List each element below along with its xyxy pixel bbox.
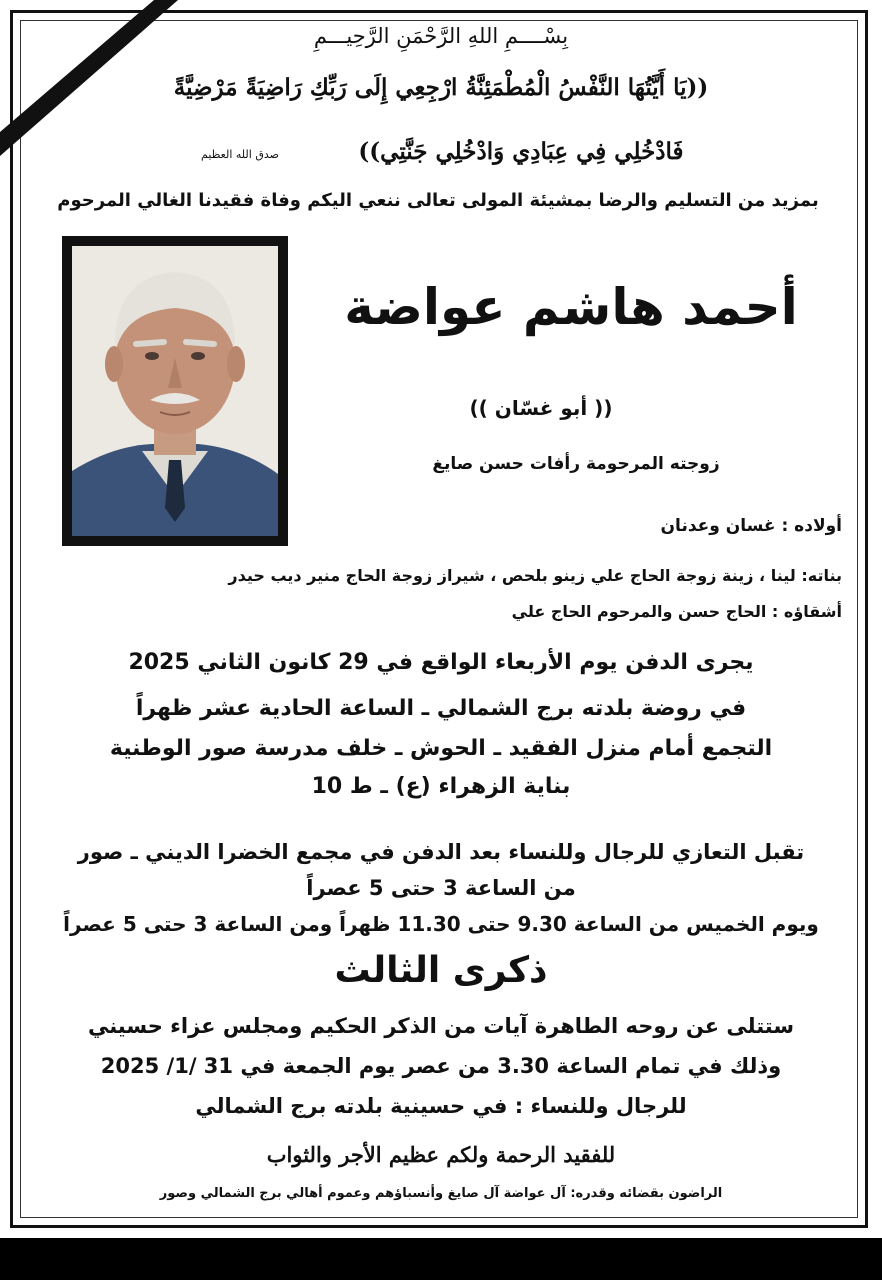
wife-line: زوجته المرحومة رأفات حسن صايغ: [432, 454, 720, 474]
deceased-name: أحمد هاشم عواضة: [344, 278, 798, 336]
portrait-photo: [72, 246, 278, 536]
burial-line-1: يجرى الدفن يوم الأربعاء الواقع في 29 كانون الثاني 2025: [128, 650, 754, 675]
condolence-line-3: ويوم الخميس من الساعة 9.30 حتى 11.30 ظهراً ومن الساعة 3 حتى 5 عصراً: [63, 912, 819, 936]
nickname: (( أبو غسّان )): [469, 396, 613, 420]
third-day-line-3: للرجال وللنساء : في حسينية بلدته برج الشمالي: [195, 1094, 687, 1118]
quran-verse-line-1: ((يَا أَيَّتُهَا النَّفْسُ الْمُطْمَئِنَّةُ ارْجِعِي إِلَى رَبِّكِ رَاضِيَةً مَرْضِيَّةً: [173, 74, 709, 101]
portrait-image-icon: [72, 246, 278, 536]
announcement-text: بمزيد من التسليم والرضا بمشيئة المولى تعالى ننعي اليكم وفاة فقيدنا الغالي المرحوم: [57, 190, 819, 211]
condolence-line-2: من الساعة 3 حتى 5 عصراً: [306, 876, 576, 900]
daughters-line: بناته: لينا ، زينة زوجة الحاج علي زينو بلحص ، شيراز زوجة الحاج منير ديب حيدر: [228, 566, 842, 585]
closing-prayer: للفقيد الرحمة ولكم عظيم الأجر والثواب: [266, 1142, 616, 1167]
burial-line-2: في روضة بلدته برج الشمالي ـ الساعة الحادية عشر ظهراً: [135, 696, 747, 721]
verse-attribution: صدق الله العظيم: [201, 148, 279, 161]
footer-family-line: الراضون بقضائه وقدره: آل عواضة آل صايغ وأنسباؤهم وعموم أهالي برج الشمالي وصور: [159, 1186, 723, 1201]
third-day-title: ذكرى الثالث: [334, 950, 548, 991]
third-day-line-1: ستتلى عن روحه الطاهرة آيات من الذكر الحكيم ومجلس عزاء حسيني: [87, 1014, 795, 1038]
sons-line: أولاده : غسان وعدنان: [660, 516, 842, 536]
burial-line-4: بناية الزهراء (ع) ـ ط 10: [311, 774, 571, 799]
burial-line-3: التجمع أمام منزل الفقيد ـ الحوش ـ خلف مدرسة صور الوطنية: [109, 736, 773, 761]
condolence-line-1: تقبل التعازي للرجال وللنساء بعد الدفن في مجمع الخضرا الديني ـ صور: [77, 840, 805, 864]
portrait-frame: [62, 236, 288, 546]
siblings-line: أشقاؤه : الحاج حسن والمرحوم الحاج علي: [511, 602, 842, 621]
quran-verse-line-2: فَادْخُلِي فِي عِبَادِي وَادْخُلِي جَنَّتِي)): [358, 138, 684, 165]
basmala: بِسْــــمِ اللهِ الرَّحْمَنِ الرَّحِيـــمِ: [313, 24, 569, 48]
third-day-line-2: وذلك في تمام الساعة 3.30 من عصر يوم الجمعة في 31 /1/ 2025: [100, 1054, 782, 1078]
